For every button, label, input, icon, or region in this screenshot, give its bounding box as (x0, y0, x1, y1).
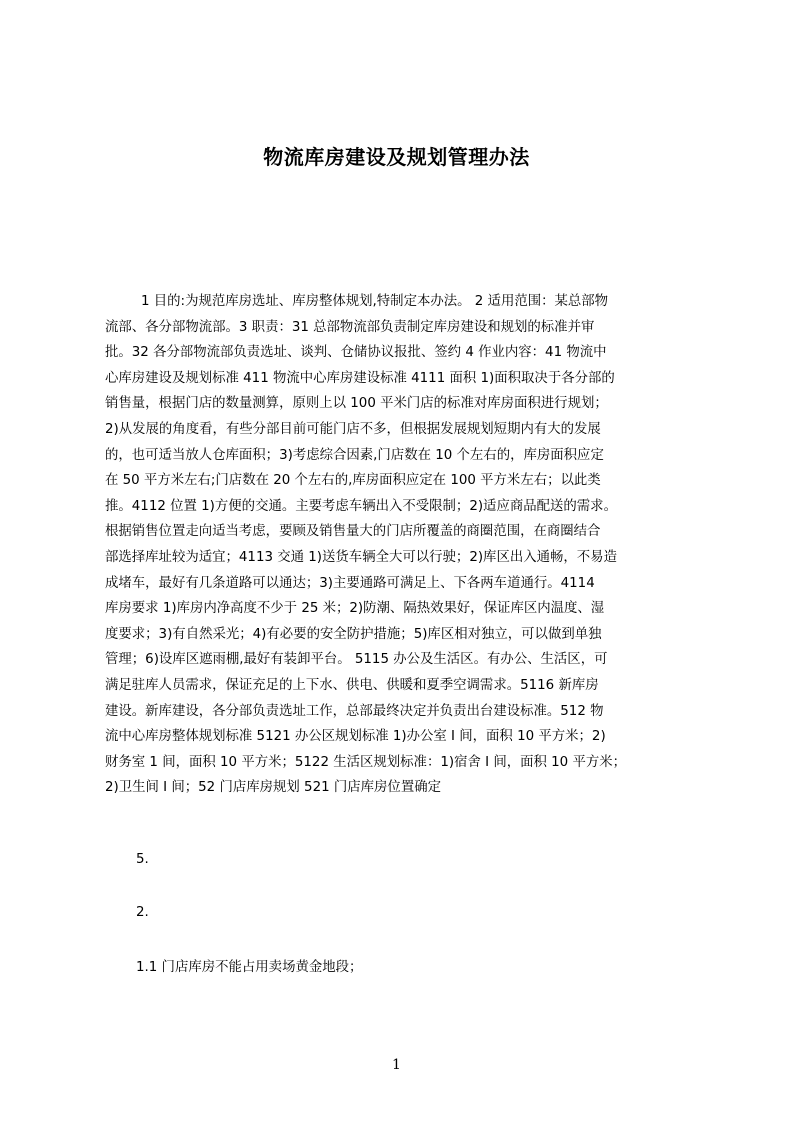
body-line: 在 50 平方米左右;门店数在 20 个左右的,库房面积应定在 100 平方米左右；以此类 (105, 473, 601, 489)
page-number: 1 (392, 1057, 401, 1073)
body-line: 2)从发展的角度看，有些分部目前可能门店不多，但根据发展规划短期内有大的发展 (105, 421, 601, 437)
body-line: 推。4112 位置 1)方便的交通。主要考虑车辆出入不受限制；2)适应商品配送的需求。 (105, 498, 617, 514)
body-line: 1 目的:为规范库房选址、库房整体规划,特制定本办法。 2 适用范围：某总部物 (141, 294, 609, 309)
body-line: 满足驻库人员需求，保证充足的上下水、供电、供暖和夏季空调需求。5116 新库房 (105, 677, 599, 693)
section-number: 5. (136, 852, 149, 867)
body-text (105, 289, 697, 801)
body-line: 的，也可适当放人仓库面积；3)考虑综合因素,门店数在 10 个左右的，库房面积应定 (105, 447, 604, 463)
body-line: 流中心库房整体规划标准 5121 办公区规划标准 1)办公室 I 间，面积 10 平方米；2) (105, 729, 606, 745)
document-title: 物流库房建设及规划管理办法 (263, 145, 530, 169)
body-line: 销售量，根据门店的数量测算，原则上以 100 平米门店的标准对库房面积进行规划； (105, 396, 608, 412)
body-line: 库房要求 1)库房内净高度不少于 25 米；2)防潮、隔热效果好，保证库区内温度、湿 (105, 601, 605, 617)
body-line: 成堵车，最好有几条道路可以通达；3)主要通路可满足上、下各两车道通行。4114 (105, 575, 595, 591)
body-line: 根据销售位置走向适当考虑，要顾及销售量大的门店所覆盖的商圈范围，在商圈结合 (105, 524, 601, 540)
body-line: 心库房建设及规划标准 411 物流中心库房建设标准 4111 面积 1)面积取决于各分部的 (105, 370, 615, 386)
body-line: 部选择库址较为适宜；4113 交通 1)送货车辆全大可以行驶；2)库区出入通畅，不易造 (105, 549, 617, 565)
section-paragraph: 1.1 门店库房不能占用卖场黄金地段； (136, 960, 363, 975)
body-line: 度要求；3)有自然采光；4)有必要的安全防护措施；5)库区相对独立，可以做到单独 (105, 626, 602, 642)
section-number: 2. (136, 905, 149, 920)
body-line: 管理；6)设库区遮雨棚,最好有装卸平台。 5115 办公及生活区。有办公、生活区，可 (105, 652, 608, 668)
body-line: 批。32 各分部物流部负责选址、谈判、仓储协议报批、签约 4 作业内容：41 物流中 (105, 345, 607, 361)
body-line: 财务室 1 间，面积 10 平方米；5122 生活区规划标准：1)宿舍 I 间，面积 10 平方米； (105, 754, 627, 770)
body-line: 流部、各分部物流部。3 职责：31 总部物流部负责制定库房建设和规划的标准并审 (105, 319, 595, 335)
body-line: 建设。新库建设，各分部负责选址工作，总部最终决定并负责出台建设标准。512 物 (105, 703, 604, 719)
body-line: 2)卫生间 I 间；52 门店库房规划 521 门店库房位置确定 (105, 780, 441, 796)
